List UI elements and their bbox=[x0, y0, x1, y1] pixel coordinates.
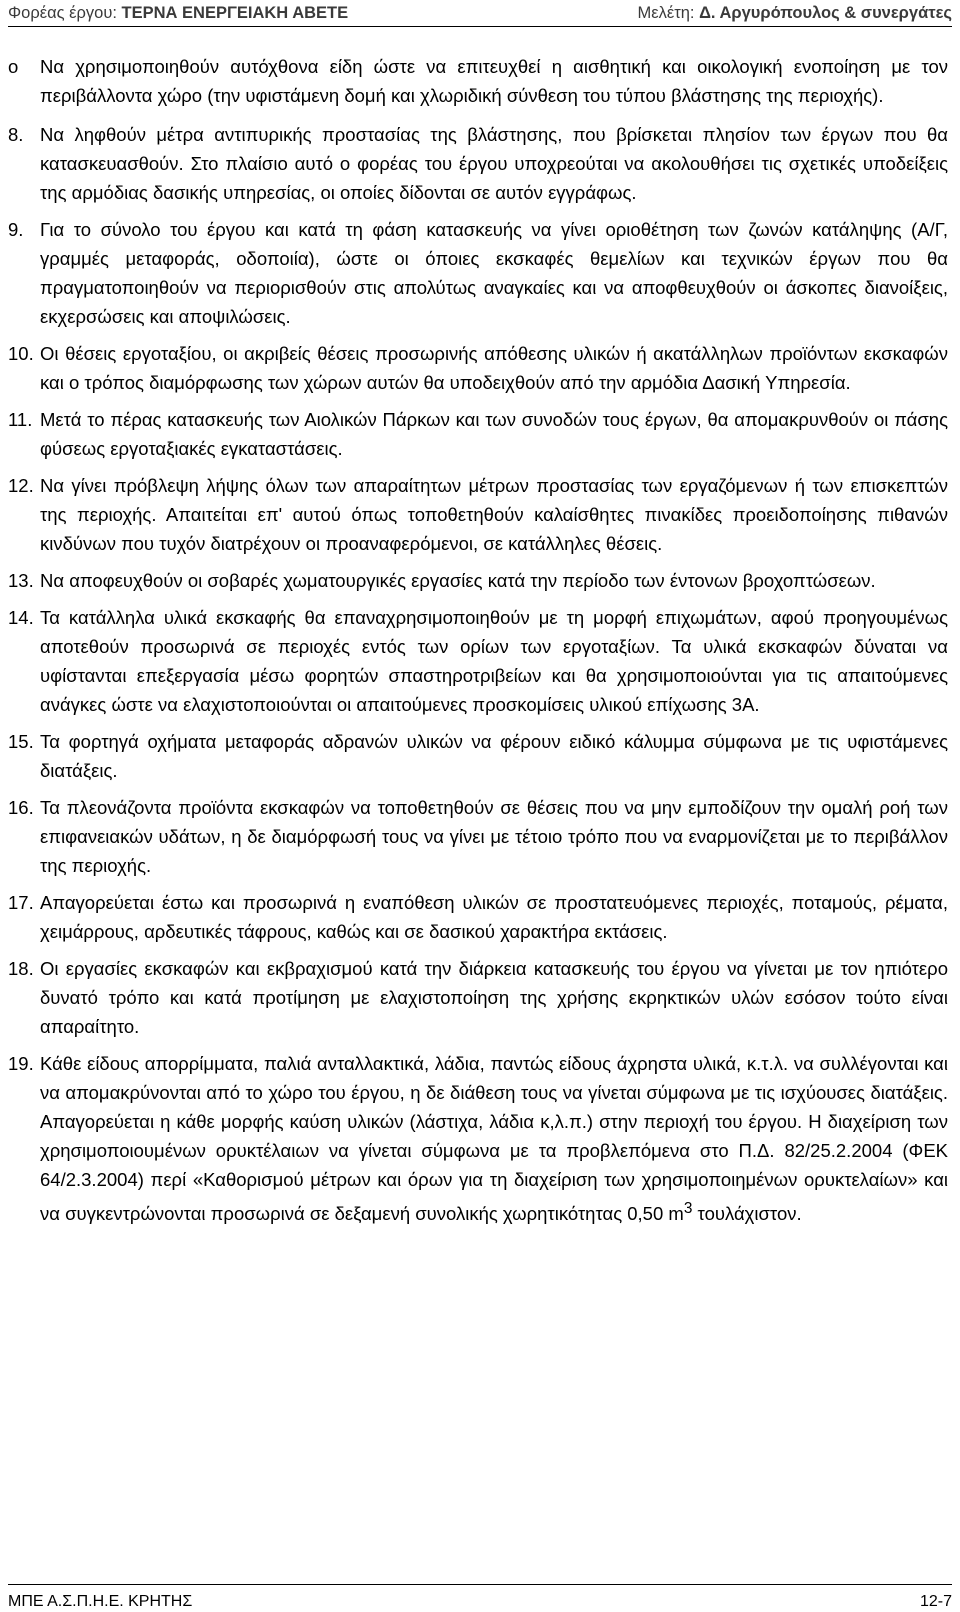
list-item bbox=[0, 120, 960, 207]
list-item bbox=[0, 1049, 960, 1228]
list-marker: 18. bbox=[8, 958, 34, 979]
page-header bbox=[8, 0, 952, 27]
list-marker: 19. bbox=[8, 1053, 34, 1074]
list-text: Να αποφευχθούν οι σοβαρές χωματουργικές εργασίες κατά την περίοδο των έντονων βροχοπτώσεων. bbox=[40, 570, 876, 591]
list-text: Να χρησιμοποιηθούν αυτόχθονα είδη ώστε να επιτευχθεί η αισθητική και οικολογική ενοποίηση με τον περιβάλλοντα χώρο (την υφιστάμενη δομή και χλωριδική σύνθεση του τύπου βλάστησης της περιοχής). bbox=[40, 56, 948, 106]
list-text: Οι εργασίες εκσκαφών και εκβραχισμού κατά την διάρκεια κατασκευής του έργου να γίνεται με τον ηπιότερο δυνατό τρόπο και κατά προτίμηση με ελαχιστοποίηση της χρήσης εκρηκτικών υλών εσόσον τούτο είναι απαραίτητο. bbox=[40, 958, 948, 1037]
list-text: Μετά το πέρας κατασκευής των Αιολικών Πάρκων και των συνοδών τους έργων, θα απομακρυνθούν οι πάσης φύσεως εργοταξιακές εγκαταστάσεις. bbox=[40, 409, 948, 459]
list-marker: 13. bbox=[8, 570, 34, 591]
list-marker: 17. bbox=[8, 892, 34, 913]
list-text: Κάθε είδους απορρίμματα, παλιά ανταλλακτικά, λάδια, παντώς είδους άχρηστα υλικά, κ.τ.λ. να συλλέγονται και να απομακρύνονται από το χώρο του έργου, η δε διάθεση τους να γίνεται σύμφωνα με τις ισχύουσες διατάξεις. Απαγορεύεται η κάθε μορφής καύση υλικών (λάστιχα, λάδια κ,λ.π.) στην περιοχή του έργου. Η διαχείριση των χρησιμοποιουμένων ορυκτέλαιων να γίνεται σύμφωνα με τα προβλεπόμενα στο Π.Δ. 82/25.2.2004 (ΦΕΚ 64/2.3.2004) περί «Καθορισμού μέτρων και όρων για τη διαχείριση των χρησιμοποιημένων ορυκτελαίων» και να συγκεντρώνονται προσωρινά σε δεξαμενή συνολικής χωρητικότητας 0,50 $m^3$ τουλάχιστον. bbox=[40, 1053, 948, 1225]
list-item bbox=[0, 603, 960, 719]
list-marker: 9. bbox=[8, 219, 24, 240]
list-item bbox=[0, 793, 960, 880]
list-text: Για το σύνολο του έργου και κατά τη φάση κατασκευής να γίνει οριοθέτηση των ζωνών κατάληψης (Α/Γ, γραμμές μεταφοράς, οδοποιία), ώστε οι όποιες εκσκαφές θεμελίων και τεχνικών έργων που θα πραγματοποιηθούν να περιορισθούν στις απολύτως αναγκαίες και να αποφθευχθούν οι άσκοπες διανοίξεις, εκχερσώσεις και αποψιλώσεις. bbox=[40, 219, 948, 327]
list-item bbox=[0, 954, 960, 1041]
list-marker: 10. bbox=[8, 343, 34, 364]
list-item bbox=[0, 52, 960, 110]
list-text: Τα κατάλληλα υλικά εκσκαφής θα επαναχρησιμοποιηθούν με τη μορφή επιχωμάτων, αφού προηγουμένως αποτεθούν προσωρινά σε περιοχές εντός των ορίων των εργοταξίων. Τα υλικά εκσκαφών δύναται να υφίστανται επεξεργασία μέσω φορητών σπαστηροτριβείων και θα χρησιμοποιούνται για τις απαιτούμενες ανάγκες ώστε να ελαχιστοποιούνται οι απαιτούμενες προσκομίσεις υλικού επίχωσης 3Α. bbox=[40, 607, 948, 715]
list-text: Τα πλεονάζοντα προϊόντα εκσκαφών να τοποθετηθούν σε θέσεις που να μην εμποδίζουν την ομαλή ροή των επιφανειακών υδάτων, η δε διαμόρφωσή τους να γίνει με τέτοιο τρόπο που να εναρμονίζεται με το περιβάλλον της περιοχής. bbox=[40, 797, 948, 876]
list-item bbox=[0, 888, 960, 946]
header-right: Μελέτη: Δ. Αργυρόπουλος & συνεργάτες bbox=[637, 3, 952, 22]
page-number: 12-7 bbox=[919, 1593, 952, 1610]
list-text: Να ληφθούν μέτρα αντιπυρικής προστασίας της βλάστησης, που βρίσκεται πλησίον των έργων που θα κατασκευασθούν. Στο πλαίσιο αυτό ο φορέας του έργου υποχρεούται να ακολουθήσει τις σχετικές υποδείξεις της αρμόδιας δασικής υπηρεσίας, οι οποίες δίδονται σε αυτόν εγγράφως. bbox=[40, 124, 948, 203]
footer-left: ΜΠΕ Α.Σ.Π.Η.Ε. ΚΡΗΤΗΣ bbox=[8, 1593, 193, 1610]
list-item bbox=[0, 215, 960, 331]
list-item bbox=[0, 471, 960, 558]
list-marker: 11. bbox=[8, 409, 33, 430]
list-item bbox=[0, 727, 960, 785]
list-marker: 12. bbox=[8, 475, 34, 496]
list-marker: 15. bbox=[8, 731, 34, 752]
list-text: Τα φορτηγά οχήματα μεταφοράς αδρανών υλικών να φέρουν ειδικό κάλυμμα σύμφωνα με τις υφιστάμενες διατάξεις. bbox=[40, 731, 948, 781]
list-item bbox=[0, 566, 960, 595]
list-text: Να γίνει πρόβλεψη λήψης όλων των απαραίτητων μέτρων προστασίας των εργαζόμενων ή των επισκεπτών της περιοχής. Απαιτείται επ' αυτού όπως τοποθετηθούν καλαίσθητες πινακίδες προειδοποίησης πιθανών κινδύνων που τυχόν διατρέχουν οι προαναφερόμενοι, σε κατάλληλες θέσεις. bbox=[40, 475, 948, 554]
list-item bbox=[0, 339, 960, 397]
page-footer bbox=[8, 1584, 952, 1611]
header-left: Φορέας έργου: ΤΕΡΝΑ ΕΝΕΡΓΕΙΑΚΗ ΑΒΕΤΕ bbox=[8, 3, 349, 22]
list-item bbox=[0, 405, 960, 463]
document-body bbox=[0, 52, 960, 1234]
list-marker: 8. bbox=[8, 124, 24, 145]
list-text: Απαγορεύεται έστω και προσωρινά η εναπόθεση υλικών σε προστατευόμενες περιοχές, ποταμούς, ρέματα, χειμάρρους, αρδευτικές τάφρους, καθώς και σε δασικού χαρακτήρα εκτάσεις. bbox=[40, 892, 948, 942]
list-marker: o bbox=[8, 56, 19, 77]
list-marker: 14. bbox=[8, 607, 34, 628]
superscript: 3 bbox=[683, 1200, 693, 1217]
list-marker: 16. bbox=[8, 797, 34, 818]
list-text: Οι θέσεις εργοταξίου, οι ακριβείς θέσεις προσωρινής απόθεσης υλικών ή ακατάλληλων προϊόντων εκσκαφών και ο τρόπος διαμόρφωσης των χώρων αυτών θα υποδειχθούν από την αρμόδια Δασική Υπηρεσία. bbox=[40, 343, 948, 393]
